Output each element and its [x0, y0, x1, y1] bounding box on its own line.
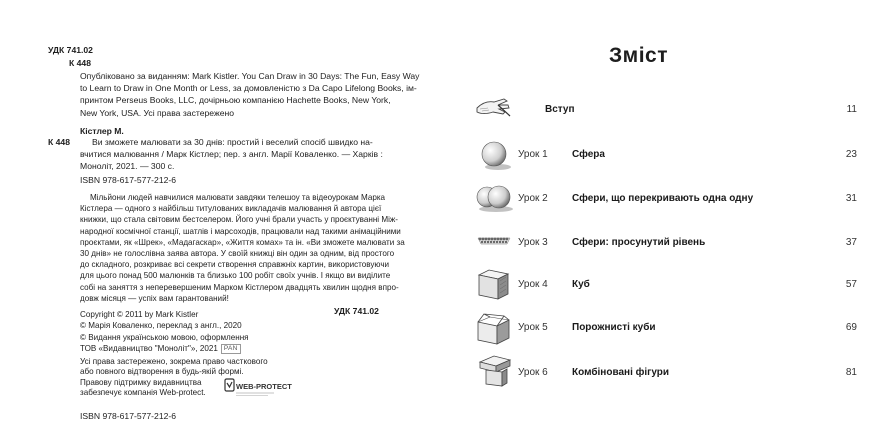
text-line: Ви зможете малювати за 30 днів: простий і веселий спосіб швидко на- [92, 137, 373, 147]
text-line: довж місяця — успіх вам гарантований! [80, 293, 229, 303]
isbn-top: ISBN 978-617-577-212-6 [80, 175, 177, 185]
toc-page-number: 69 [845, 322, 857, 333]
imprint-page [0, 0, 434, 437]
toc-entry-lesson-2[interactable] [474, 178, 864, 218]
toc-title: Вступ [545, 104, 575, 115]
text-line: собі на заняття з неперевершеним Марком Кістлером двадцять хвилин щодня впро- [80, 282, 399, 292]
rights-note [80, 357, 268, 378]
udk-code-top: УДК 741.02 [48, 45, 93, 55]
contents-page [434, 0, 869, 437]
text-line: Моноліт, 2021. — 300 с. [80, 161, 175, 172]
text-line: Кістлера — одного з найбільш титулованих викладачів малювання й автора цієї [80, 204, 382, 214]
toc-title: Куб [572, 279, 590, 290]
sphere-icon [474, 134, 516, 174]
author-name: Кістлер М. [80, 126, 124, 136]
page-title: Зміст [609, 44, 668, 67]
text-line: народної космічної станції, шатлів і марсоходів, працювали над такими анімаційними [80, 226, 401, 236]
text-line: до складного, розкриває всі секрети створення справжніх картин, використовуючи [80, 260, 390, 270]
sphere-row-icon [474, 222, 516, 262]
toc-title: Сфера [572, 149, 605, 160]
publisher-line: ТОВ «Видавництво "Моноліт"», 2021 [80, 344, 218, 354]
hand-drawing-icon [474, 90, 516, 130]
toc-lesson-number: Урок 3 [518, 237, 548, 248]
toc-title: Комбіновані фігури [572, 367, 670, 378]
udk-code-bottom: УДК 741.02 [334, 306, 379, 316]
legal-protection-note [80, 378, 206, 399]
text-line: Мільйони людей навчилися малювати завдяки телешоу та відеоурокам Марка [90, 193, 386, 202]
text-line: 30 днів» не голослівна заява автора. У своїй книжці він один за одним, від простого [80, 249, 395, 259]
toc-title: Сфери: просунутий рівень [572, 237, 706, 248]
text-line: to Learn to Draw in One Month or Less, за домовленістю з Da Capo Lifelong Books, ім- [80, 83, 417, 94]
toc-entry-lesson-6[interactable] [474, 352, 864, 392]
bibliographic-description [80, 136, 383, 173]
text-line: проєктами, як «Шрек», «Мадагаскар», «Життя комах» та ін. «Ви зможете малювати за [80, 237, 405, 247]
text-line: принтом Perseus Books, LLC, дочірньою компанією Hachette Books, New York, [80, 95, 391, 106]
bbk-code-side: К 448 [48, 137, 70, 147]
web-protect-logo [224, 376, 292, 400]
copyright-author: Copyright © 2011 by Mark Kistler [80, 310, 199, 319]
svg-text:WEB-PROTECT: WEB-PROTECT [236, 382, 292, 391]
toc-title: Сфери, що перекривають одна одну [572, 193, 754, 204]
text-line: книжки, що стала світовим бестселером. Його учні брали участь у проєктуванні Між- [80, 215, 399, 225]
toc-lesson-number: Урок 2 [518, 193, 548, 204]
toc-page-number: 57 [845, 279, 857, 290]
open-cube-icon [474, 308, 516, 348]
text-line: New York, USA. Усі права застережено [80, 107, 235, 118]
text-line: вчитися малювання / Марк Кістлер; пер. з англ. Марії Коваленко. — Харків : [80, 149, 383, 160]
toc-page-number: 11 [846, 104, 857, 115]
toc-page-number: 23 [845, 149, 857, 160]
cube-icon [474, 265, 516, 305]
text-line: Усі права застережено, зокрема право часткового [80, 357, 268, 366]
overlapping-spheres-icon [474, 178, 516, 218]
toc-title: Порожнисті куби [572, 322, 656, 333]
original-publication-note [80, 70, 419, 119]
toc-entry-lesson-5[interactable] [474, 308, 864, 348]
isbn-bottom: ISBN 978-617-577-212-6 [80, 411, 177, 421]
bbk-code-top: К 448 [69, 58, 91, 68]
copyright-edition-line-2 [80, 343, 249, 354]
toc-entry-lesson-4[interactable] [474, 265, 864, 305]
toc-entry-lesson-1[interactable] [474, 134, 864, 174]
toc-entry-lesson-3[interactable] [474, 222, 864, 262]
copyright-translation: © Марія Коваленко, переклад з англ., 2020 [80, 321, 242, 331]
text-line: Опубліковано за виданням: Mark Kistler. You Can Draw in 30 Days: The Fun, Easy Way [80, 71, 420, 81]
copyright-edition: © Видання українською мовою, оформлення [80, 332, 249, 342]
toc-lesson-number: Урок 1 [518, 149, 548, 160]
toc-entry-intro[interactable] [474, 90, 864, 130]
pan-badge: PAN [221, 344, 241, 354]
text-line: забезпечує компанія Web-protect. [80, 388, 206, 398]
toc-lesson-number: Урок 6 [518, 367, 548, 378]
toc-page-number: 81 [845, 367, 857, 378]
toc-lesson-number: Урок 4 [518, 279, 548, 290]
toc-lesson-number: Урок 5 [518, 322, 548, 333]
combined-shapes-icon [474, 352, 516, 392]
toc-page-number: 37 [845, 237, 857, 248]
text-line: Правову підтримку видавництва [80, 378, 202, 387]
text-line: для цього понад 500 малюнків та близько 100 робіт своїх учнів. І якщо ви виділите [80, 271, 391, 281]
toc-page-number: 31 [845, 193, 857, 204]
annotation [80, 192, 405, 304]
copyright-block [80, 309, 249, 355]
text-line: або повного відтворення в будь-якій формі. [80, 367, 244, 377]
